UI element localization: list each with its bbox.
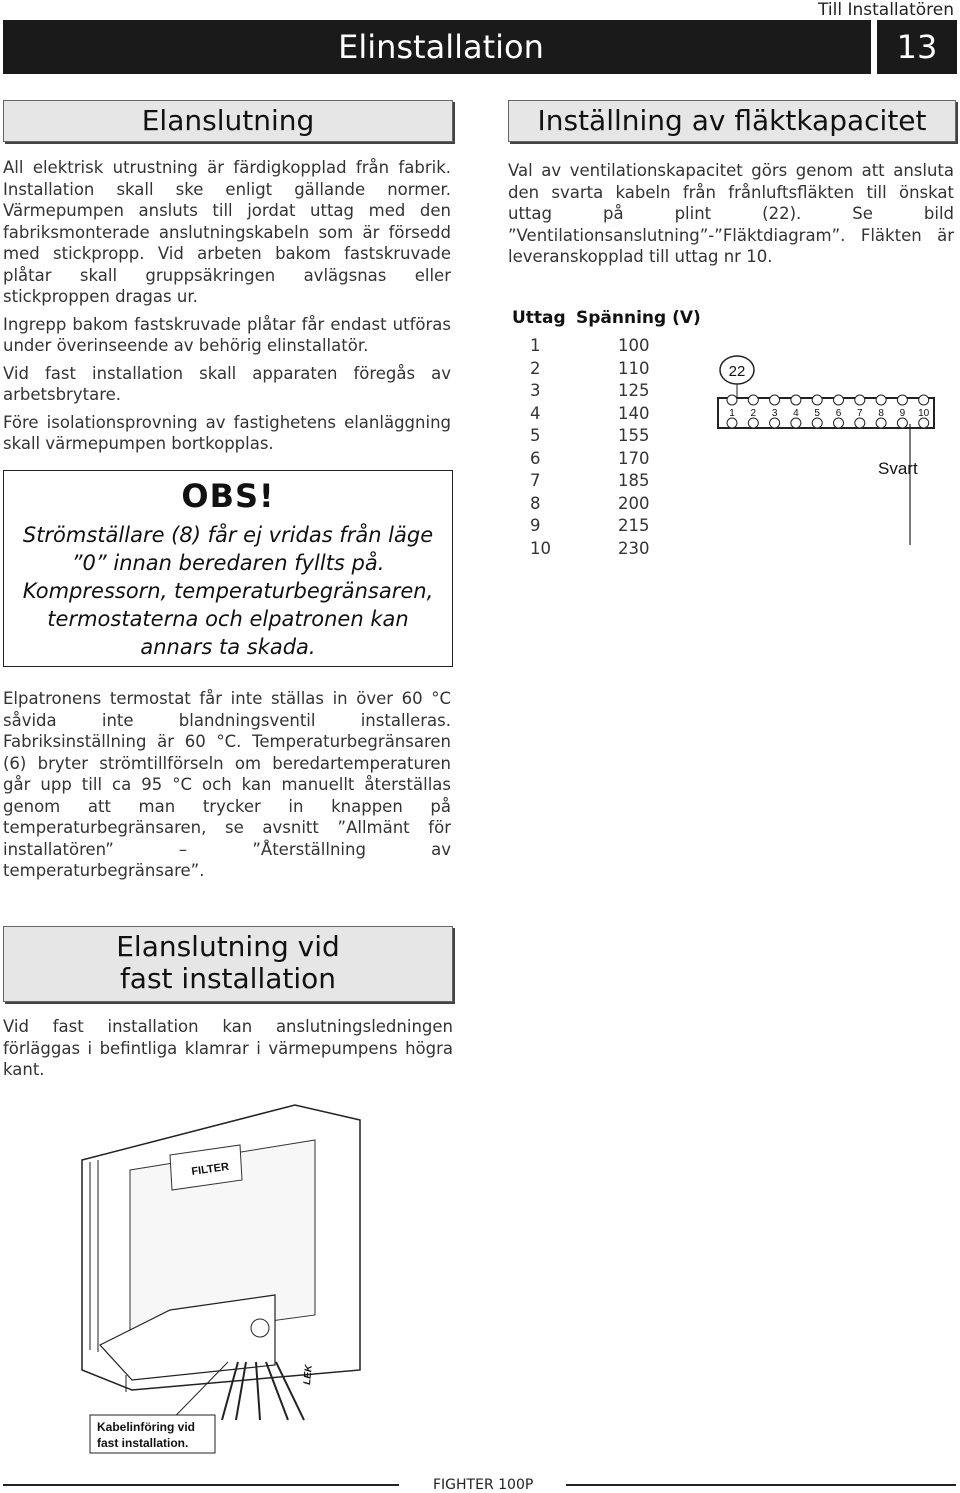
table-cell-uttag: 7 [530, 471, 541, 490]
section-label: Till Installatören [818, 0, 954, 20]
dial-icon [251, 1319, 269, 1337]
plint-label: 22 [728, 363, 746, 380]
terminal-screw-bottom [748, 418, 758, 428]
table-cell-uttag: 9 [530, 516, 541, 535]
page-title: Elinstallation [338, 28, 544, 66]
terminal-number: 2 [750, 408, 757, 419]
table-cell-uttag: 2 [530, 358, 541, 378]
wire-label: Svart [878, 459, 918, 478]
thermostat-paragraph: Elpatronens termostat får inte ställas in över 60 °C såvida inte blandningsventil installeras. Fabriksinställning är 60 °C. Temperaturbegränsaren (6) bryter strömtillförseln om beredartemperaturen går upp till ca 95 °C och kan manuellt återställas genom att man trycker in knappen på temperaturbegränsaren, se avsnitt ”Allmänt för installatören” – ”Återställning av temperaturbegränsare”. [3, 689, 451, 880]
terminal-screw-bottom [876, 418, 886, 428]
terminal-number: 9 [899, 408, 906, 419]
table-cell-spanning: 230 [618, 538, 650, 558]
terminal-screw-bottom [812, 418, 822, 428]
terminal-screw-top [919, 395, 929, 405]
terminal-screw-top [897, 395, 907, 405]
terminal-number: 6 [835, 408, 842, 419]
terminal-number: 7 [857, 408, 863, 419]
terminal-screw-bottom [791, 418, 801, 428]
obs-title: OBS! [181, 477, 275, 515]
flakt-paragraph: Val av ventilationskapacitet görs genom att ansluta den svarta kabeln från frånluftsfläkten till önskat uttag på plint (22). Se bild ”Ventilationsanslutning”-”Fläktdiagram”. Fläkten är leveranskopplad till uttag nr 10. [508, 161, 954, 266]
heading-flaktkapacitet: Inställning av fläktkapacitet [508, 100, 956, 142]
table-header-spanning: Spänning (V) [576, 308, 701, 328]
terminal-screw-top [791, 395, 801, 405]
terminal-screw-top [770, 395, 780, 405]
terminal-screw-bottom [897, 418, 907, 428]
page-title-bar [3, 20, 871, 74]
paragraph: All elektrisk utrustning är färdigkopplad från fabrik. Installation skall ske enligt gällande normer. Värmepumpen ansluts till jordat uttag med den fabriksmonterade anslutningskabeln som är försedd med stickpropp. Vid arbeten bakom fastskruvade plåtar skall gruppsäkringen avlägsnas eller stickproppen dragas ur. [3, 158, 451, 306]
voltage-table [512, 308, 712, 568]
obs-text: Strömställare (8) får ej vridas från läge ”0” innan beredaren fyllts på. Kompressorn, temperaturbegränsaren, termostaterna och elpatronen kan annars ta skada. [22, 523, 434, 659]
table-cell-spanning: 215 [618, 516, 650, 535]
table-cell-uttag: 6 [530, 448, 541, 468]
table-cell-uttag: 8 [530, 493, 541, 513]
fixed-install-paragraph: Vid fast installation kan anslutningsledningen förläggas i befintliga klamrar i värmepumpens högra kant. [3, 1017, 453, 1079]
terminal-screw-top [727, 395, 737, 405]
footer-model: FIGHTER 100P [433, 1477, 534, 1493]
paragraph: Vid fast installation skall apparaten föregås av arbetsbrytare. [3, 363, 451, 404]
table-cell-uttag: 5 [530, 426, 541, 445]
callout-line: Kabelinföring vid [97, 1420, 196, 1434]
terminal-screw-bottom [834, 418, 844, 428]
terminal-number: 3 [771, 408, 778, 419]
terminal-screw-bottom [855, 418, 865, 428]
terminal-block-diagram [710, 350, 950, 550]
heading-line: fast installation [119, 962, 337, 995]
table-cell-spanning: 100 [618, 336, 650, 355]
terminal-screw-bottom [727, 418, 737, 428]
terminal-screw-bottom [770, 418, 780, 428]
paragraph: Före isolationsprovning av fastighetens elanläggning skall värmepumpen bortkopplas. [3, 412, 451, 453]
callout-line: fast installation. [97, 1436, 189, 1450]
terminal-number: 8 [878, 408, 884, 419]
terminal-screw-top [748, 395, 758, 405]
left-paragraphs [3, 157, 451, 461]
table-cell-spanning: 170 [618, 448, 650, 468]
terminal-screw-top [855, 395, 865, 405]
page-number: 13 [877, 20, 957, 74]
table-cell-spanning: 155 [618, 426, 650, 445]
footer-rule-left [3, 1484, 399, 1486]
terminal-number: 4 [793, 408, 799, 419]
terminal-number: 10 [918, 408, 930, 419]
terminal-number: 1 [729, 408, 735, 419]
paragraph: Ingrepp bakom fastskruvade plåtar får endast utföras under överinseende av behörig elinstallatör. [3, 314, 451, 355]
terminal-screw-top [876, 395, 886, 405]
heading-elanslutning: Elanslutning [3, 100, 453, 142]
terminal-number: 5 [814, 408, 820, 419]
table-cell-spanning: 200 [618, 493, 650, 513]
table-cell-spanning: 140 [618, 403, 650, 423]
table-cell-uttag: 3 [530, 381, 541, 400]
terminal-screw-bottom [919, 418, 929, 428]
heading-line: Elanslutning vid [116, 930, 340, 963]
heading-fast-installation [3, 926, 453, 1002]
table-cell-spanning: 125 [618, 381, 650, 400]
table-cell-uttag: 4 [530, 403, 541, 423]
side-label: LEK [302, 1364, 315, 1386]
terminal-screw-top [812, 395, 822, 405]
table-cell-spanning: 110 [618, 358, 650, 378]
table-cell-uttag: 10 [530, 538, 551, 558]
table-header-uttag: Uttag [512, 308, 566, 328]
obs-warning-box [3, 470, 453, 667]
heat-pump-illustration [60, 1100, 400, 1460]
table-cell-spanning: 185 [618, 471, 650, 490]
terminal-screw-top [834, 395, 844, 405]
table-cell-uttag: 1 [530, 336, 541, 355]
footer-rule-right [566, 1484, 956, 1486]
filter-label: FILTER [190, 1160, 230, 1178]
